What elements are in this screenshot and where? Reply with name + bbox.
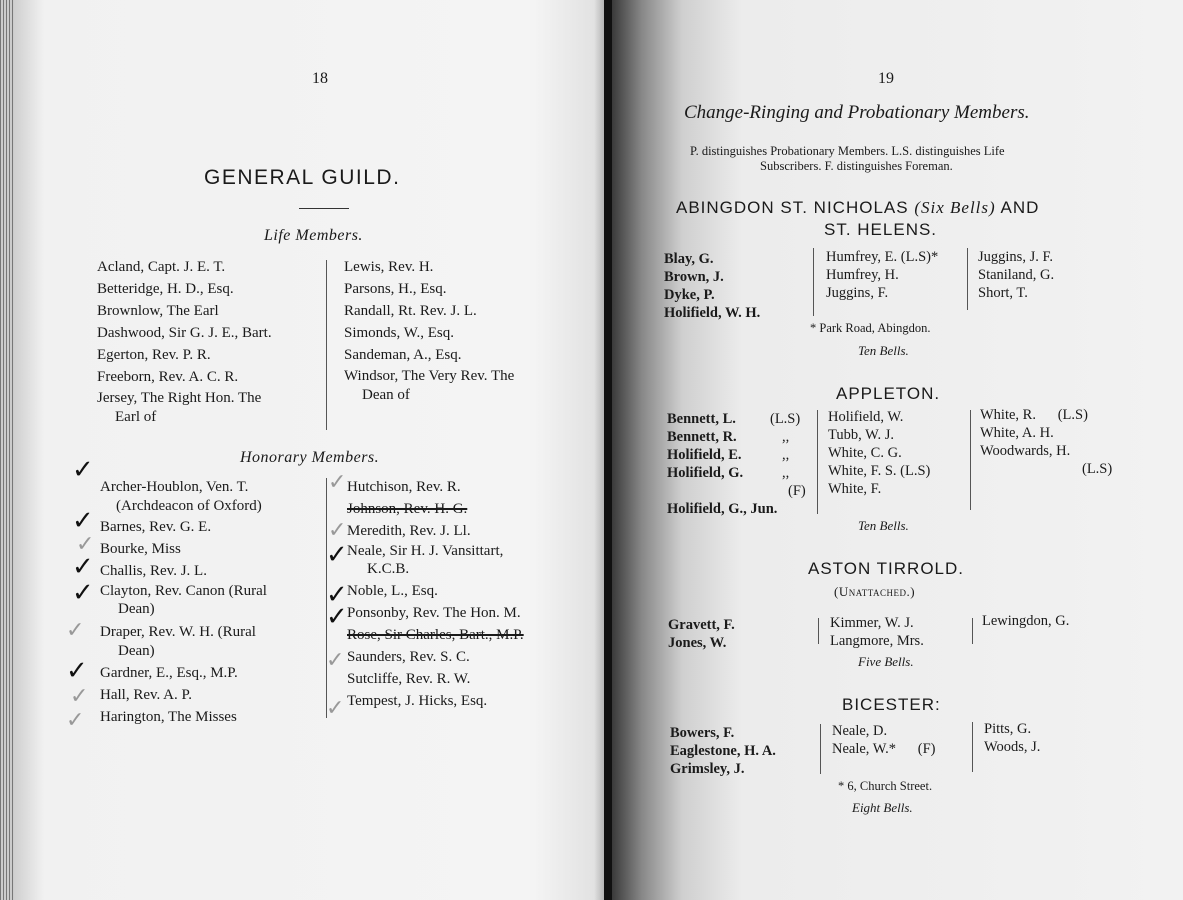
check-mark-icon: ✓ (66, 656, 88, 686)
life-members-left-column (97, 256, 272, 426)
list-item: Lewis, Rev. H. (344, 259, 434, 275)
list-item: Simonds, W., Esq. (344, 325, 455, 341)
list-item: Hutchison, Rev. R. (347, 479, 461, 495)
list-item: Saunders, Rev. S. C. (347, 649, 470, 665)
page-title: GENERAL GUILD. (204, 166, 401, 189)
column-divider (818, 618, 819, 644)
list-item: White, R. (L.S) (980, 407, 1088, 423)
bell-count: Ten Bells. (858, 518, 909, 533)
list-item: (Archdeacon of Oxford) (116, 498, 262, 514)
life-members-heading: Life Members. (264, 227, 363, 244)
list-item: Jersey, The Right Hon. The (97, 390, 262, 406)
column-divider (972, 618, 973, 644)
check-mark-icon: ✓ (326, 696, 345, 721)
list-item: Noble, L., Esq. (347, 583, 438, 599)
check-mark-icon: ✓ (72, 578, 94, 608)
list-item: K.C.B. (367, 561, 410, 577)
check-mark-icon: ✓ (328, 518, 347, 543)
list-item: Dean) (118, 601, 155, 617)
honorary-members-right-column (347, 476, 524, 712)
check-mark-icon: ✓ (326, 648, 345, 673)
column-divider (967, 248, 968, 310)
list-item: Juggins, F. (826, 285, 889, 301)
page-number: 18 (312, 70, 328, 87)
legend-line: Subscribers. F. distinguishes Foreman. (760, 159, 953, 173)
members-column (668, 616, 735, 652)
list-item: Dean of (362, 387, 410, 403)
life-members-right-column (344, 256, 514, 404)
members-column (980, 406, 1112, 478)
list-item: White, A. H. (980, 425, 1054, 441)
list-item (667, 482, 777, 500)
list-item: White, C. G. (828, 445, 902, 461)
honorary-members-left-column (100, 478, 267, 728)
list-item: Holifield, G., Jun. (667, 501, 778, 517)
check-mark-icon: ✓ (326, 580, 348, 610)
tower-subheading: (Unattached.) (834, 584, 916, 599)
member-mark: ,, (782, 429, 790, 445)
list-item: Harington, The Misses (100, 709, 237, 725)
right-page (612, 0, 1183, 900)
list-item: Gravett, F. (668, 617, 735, 633)
list-item: Humfrey, E. (L.S)* (826, 249, 939, 265)
list-item: Challis, Rev. J. L. (100, 563, 207, 579)
check-mark-icon: ✓ (326, 602, 348, 632)
members-column (664, 250, 760, 322)
member-marks-column (770, 410, 806, 500)
member-mark: ,, (782, 465, 790, 481)
footnote: * Park Road, Abingdon. (810, 321, 931, 335)
list-item: Brownlow, The Earl (97, 303, 219, 319)
column-divider (972, 722, 973, 772)
column-divider (817, 410, 818, 514)
tower-name: ST. HELENS. (824, 220, 938, 239)
list-item: Neale, W.* (F) (832, 741, 936, 757)
honorary-members-heading: Honorary Members. (240, 449, 380, 466)
list-item: Barnes, Rev. G. E. (100, 519, 212, 535)
list-item: Randall, Rt. Rev. J. L. (344, 303, 477, 319)
members-column (826, 248, 938, 302)
left-page (14, 0, 610, 900)
list-item: Pitts, G. (984, 721, 1032, 737)
list-item: Lewingdon, G. (982, 613, 1070, 629)
list-item: Hall, Rev. A. P. (100, 687, 192, 703)
tower-name: APPLETON. (836, 384, 941, 403)
list-item: Eaglestone, H. A. (670, 743, 776, 759)
bell-count: Eight Bells. (852, 800, 913, 815)
list-item: Bennett, R. (667, 429, 737, 445)
list-item: Holifield, G. (667, 465, 744, 481)
check-mark-icon: ✓ (66, 618, 85, 643)
tower-name-conjunction: AND (1000, 198, 1040, 217)
members-column (667, 410, 777, 518)
legend-line: P. distinguishes Probationary Members. L.S. distinguishes Life (690, 144, 1005, 158)
list-item: Holifield, W. (828, 409, 904, 425)
members-column (982, 612, 1069, 630)
list-item: Acland, Capt. J. E. T. (97, 259, 226, 275)
book-page-edges (0, 0, 14, 900)
list-item: White, F. (828, 481, 882, 497)
list-item: Gardner, E., Esq., M.P. (100, 665, 238, 681)
list-item: (L.S) (1082, 461, 1113, 477)
tower-heading (676, 198, 1039, 218)
list-item: Brown, J. (664, 269, 724, 285)
list-item: Woods, J. (984, 739, 1041, 755)
column-divider (326, 260, 327, 430)
page-title: Change-Ringing and Probationary Members. (684, 102, 1030, 123)
list-item: Betteridge, H. D., Esq. (97, 281, 234, 297)
list-item: Freeborn, Rev. A. C. R. (97, 369, 239, 385)
list-item: Dashwood, Sir G. J. E., Bart. (97, 325, 272, 341)
check-mark-icon: ✓ (328, 470, 347, 495)
struck-list-item: Rose, Sir Charles, Bart., M.P. (347, 627, 524, 643)
members-column (984, 720, 1040, 756)
list-item: Holifield, W. H. (664, 305, 761, 321)
list-item: Staniland, G. (978, 267, 1055, 283)
list-item: Clayton, Rev. Canon (Rural (100, 583, 267, 599)
list-item: Tempest, J. Hicks, Esq. (347, 693, 488, 709)
list-item: Meredith, Rev. J. Ll. (347, 523, 471, 539)
footnote: * 6, Church Street. (838, 779, 933, 793)
title-rule (299, 208, 349, 209)
member-mark: ,, (782, 447, 790, 463)
members-column (670, 724, 776, 778)
list-item: Neale, D. (832, 723, 888, 739)
members-column (828, 408, 930, 498)
list-item: Archer-Houblon, Ven. T. (100, 479, 249, 495)
list-item: Earl of (115, 409, 157, 425)
check-mark-icon: ✓ (76, 532, 95, 557)
list-item: Juggins, J. F. (978, 249, 1053, 265)
struck-list-item: Johnson, Rev. H. G. (347, 501, 468, 517)
list-item: Windsor, The Very Rev. The (344, 368, 515, 384)
bell-count: Five Bells. (858, 654, 914, 669)
list-item: Woodwards, H. (980, 443, 1071, 459)
tower-name: ASTON TIRROLD. (808, 559, 965, 578)
list-item: Ponsonby, Rev. The Hon. M. (347, 605, 521, 621)
list-item: Neale, Sir H. J. Vansittart, (347, 543, 504, 559)
check-mark-icon: ✓ (72, 455, 94, 485)
list-item: Langmore, Mrs. (830, 633, 924, 649)
check-mark-icon: ✓ (66, 708, 85, 733)
bell-count-inline: (Six Bells) (914, 198, 996, 217)
list-item: Sutcliffe, Rev. R. W. (347, 671, 471, 687)
list-item: Jones, W. (668, 635, 727, 651)
list-item: Blay, G. (664, 251, 714, 267)
tower-name: ABINGDON ST. NICHOLAS (676, 198, 909, 217)
list-item: Egerton, Rev. P. R. (97, 347, 211, 363)
check-mark-icon: ✓ (72, 506, 94, 536)
list-item: Bourke, Miss (100, 541, 181, 557)
list-item: Holifield, E. (667, 447, 742, 463)
list-item: Bennett, L. (667, 411, 736, 427)
list-item: Tubb, W. J. (828, 427, 894, 443)
list-item: Bowers, F. (670, 725, 735, 741)
tower-name: BICESTER: (842, 695, 941, 714)
list-item: Short, T. (978, 285, 1028, 301)
list-item: Sandeman, A., Esq. (344, 347, 462, 363)
members-column (832, 722, 936, 758)
list-item: Kimmer, W. J. (830, 615, 914, 631)
list-item: Humfrey, H. (826, 267, 899, 283)
column-divider (813, 248, 814, 316)
member-mark: (F) (788, 483, 806, 499)
column-divider (820, 724, 821, 774)
check-mark-icon: ✓ (72, 552, 94, 582)
bell-count: Ten Bells. (858, 343, 909, 358)
list-item: Draper, Rev. W. H. (Rural (100, 624, 256, 640)
members-column (830, 614, 924, 650)
page-number: 19 (878, 70, 894, 87)
list-item: Dean) (118, 643, 155, 659)
list-item: Parsons, H., Esq. (344, 281, 447, 297)
column-divider (970, 410, 971, 510)
list-item: White, F. S. (L.S) (828, 463, 931, 479)
check-mark-icon: ✓ (70, 684, 89, 709)
list-item: Dyke, P. (664, 287, 715, 303)
member-mark: (L.S) (770, 411, 801, 427)
check-mark-icon: ✓ (326, 540, 348, 570)
members-column (978, 248, 1054, 302)
list-item: Grimsley, J. (670, 761, 745, 777)
